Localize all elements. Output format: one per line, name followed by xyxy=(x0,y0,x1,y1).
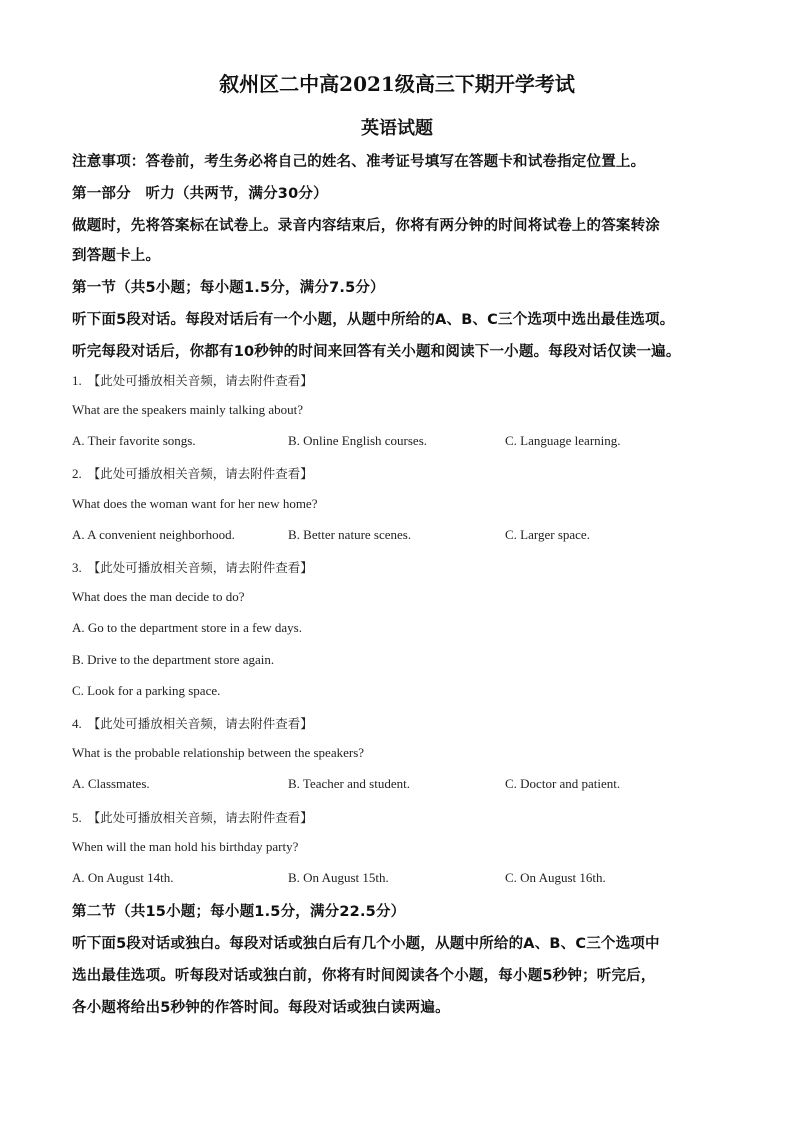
question-3-option-c: C. Look for a parking space. xyxy=(72,683,221,698)
question-1-option-c: C. Language learning. xyxy=(505,433,621,448)
section1-heading: 第一节（共5小题；每小题1.5分，满分7.5分） xyxy=(72,280,385,296)
question-number: 4. xyxy=(72,716,82,731)
audio-placeholder: 【此处可播放相关音频，请去附件查看】 xyxy=(87,810,313,825)
audio-placeholder: 【此处可播放相关音频，请去附件查看】 xyxy=(87,466,313,481)
section2-instruction-2: 选出最佳选项。听每段对话或独白前，你将有时间阅读各个小题，每小题5秒钟；听完后， xyxy=(72,968,656,984)
question-2-header xyxy=(72,464,313,482)
question-5-option-a: A. On August 14th. xyxy=(72,870,174,885)
part1-instruction-1: 做题时，先将答案标在试卷上。录音内容结束后，你将有两分钟的时间将试卷上的答案转涂 xyxy=(72,218,660,234)
question-3-option-a: A. Go to the department store in a few days. xyxy=(72,620,302,635)
section1-instruction-2: 听完每段对话后，你都有10秒钟的时间来回答有关小题和阅读下一小题。每段对话仅读一遍。 xyxy=(72,344,681,360)
question-1-header xyxy=(72,371,313,389)
question-1-option-b: B. Online English courses. xyxy=(288,433,428,448)
question-number: 2. xyxy=(72,466,82,481)
subject-title: 英语试题 xyxy=(361,118,433,139)
section2-instruction-3: 各小题将给出5秒钟的作答时间。每段对话或独白读两遍。 xyxy=(72,1000,450,1016)
question-5-option-c: C. On August 16th. xyxy=(505,870,606,885)
section2-instruction-1: 听下面5段对话或独白。每段对话或独白后有几个小题，从题中所给的A、B、C三个选项中 xyxy=(72,936,660,952)
question-3-stem: What does the man decide to do? xyxy=(72,589,245,604)
audio-placeholder: 【此处可播放相关音频，请去附件查看】 xyxy=(87,716,313,731)
audio-placeholder: 【此处可播放相关音频，请去附件查看】 xyxy=(87,373,313,388)
question-2-option-a: A. A convenient neighborhood. xyxy=(72,527,235,542)
question-number: 1. xyxy=(72,373,82,388)
question-number: 5. xyxy=(72,810,82,825)
question-2-stem: What does the woman want for her new home? xyxy=(72,496,318,511)
part1-instruction-2: 到答题卡上。 xyxy=(72,248,161,264)
question-2-option-c: C. Larger space. xyxy=(505,527,590,542)
question-3-header xyxy=(72,558,313,576)
question-3-option-b: B. Drive to the department store again. xyxy=(72,652,275,667)
question-4-header xyxy=(72,714,313,732)
question-number: 3. xyxy=(72,560,82,575)
question-4-option-a: A. Classmates. xyxy=(72,776,150,791)
question-4-option-b: B. Teacher and student. xyxy=(288,776,410,791)
part1-heading: 第一部分 听力（共两节，满分30分） xyxy=(72,186,328,202)
section1-instruction-1: 听下面5段对话。每段对话后有一个小题，从题中所给的A、B、C三个选项中选出最佳选项。 xyxy=(72,312,675,328)
notice-text: 注意事项：答卷前，考生务必将自己的姓名、准考证号填写在答题卡和试卷指定位置上。 xyxy=(72,154,646,170)
exam-title: 叙州区二中高2021级高三下期开学考试 xyxy=(219,72,575,96)
question-4-option-c: C. Doctor and patient. xyxy=(505,776,621,791)
question-4-stem: What is the probable relationship between the speakers? xyxy=(72,745,365,760)
question-5-stem: When will the man hold his birthday party? xyxy=(72,839,299,854)
question-1-option-a: A. Their favorite songs. xyxy=(72,433,196,448)
question-2-option-b: B. Better nature scenes. xyxy=(288,527,412,542)
question-1-stem: What are the speakers mainly talking about? xyxy=(72,402,304,417)
question-5-option-b: B. On August 15th. xyxy=(288,870,389,885)
audio-placeholder: 【此处可播放相关音频，请去附件查看】 xyxy=(87,560,313,575)
section2-heading: 第二节（共15小题；每小题1.5分，满分22.5分） xyxy=(72,904,406,920)
question-5-header xyxy=(72,808,313,826)
